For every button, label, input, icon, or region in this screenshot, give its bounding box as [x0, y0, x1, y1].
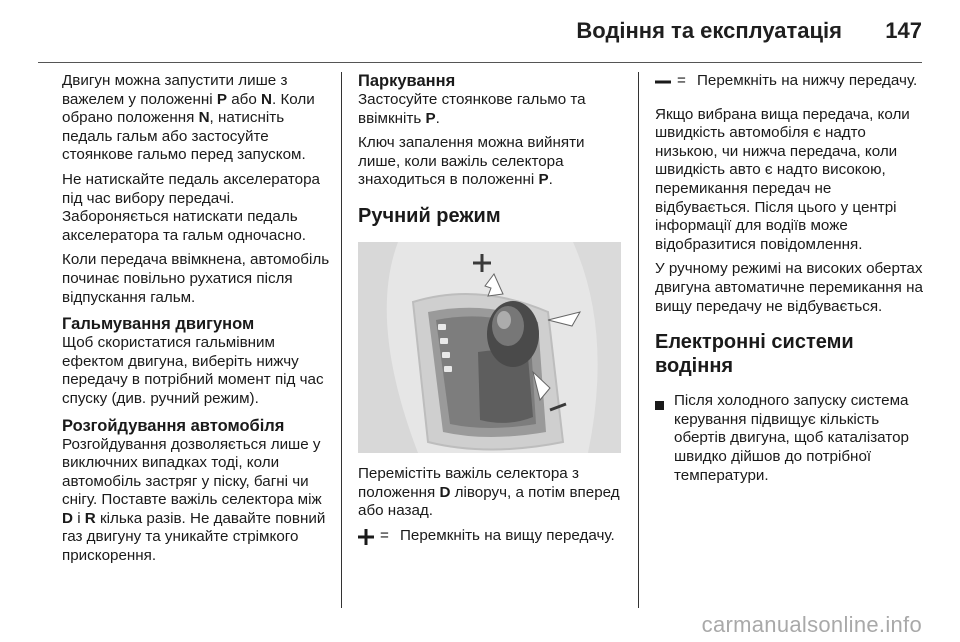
column-divider-2: [638, 72, 639, 608]
paragraph-no-auto-upshift: У ручному режимі на високих обертах двигуна автоматичне перемикання на вищу передачу не відбувається.: [655, 260, 923, 315]
column-divider-1: [341, 72, 342, 608]
column-1: [62, 72, 332, 572]
shift-down-text: Перемкніть на нижчу передачу.: [697, 72, 918, 89]
heading-electronic-systems: Електронні системи водіння: [655, 331, 854, 378]
heading-parking: Паркування: [358, 72, 456, 90]
minus-icon: [655, 72, 677, 96]
paragraph-ignition-key: Ключ запалення можна вийняти лише, коли важіль селектора знаходиться в положенні P.: [358, 134, 585, 189]
heading-manual-mode: Ручний режим: [358, 204, 501, 227]
bullet-cold-start: Після холодного запуску система керування підвищує кількість обертів двигуна, щоб каталізатор швидко дійшов до потрібної температури.: [674, 392, 909, 484]
header-divider: [38, 62, 922, 63]
paragraph-parking: Застосуйте стоянкове гальмо та ввімкніть P.: [358, 91, 586, 127]
column-2: [358, 72, 628, 556]
paragraph-rocking: Розгойдування дозволяється лише у виключних випадках тоді, коли автомобіль застряг у піску, багні чи снігу. Поставте важіль селектора між D і R кілька разів. Не давайте повний газ двигуну та уникайте стрімкого прискорення.: [62, 435, 326, 565]
heading-engine-braking: Гальмування двигуном: [62, 315, 255, 334]
column-3: [655, 72, 930, 485]
list-item: [655, 392, 930, 485]
heading-rocking: Розгойдування автомобіля: [62, 416, 285, 435]
paragraph-move-selector: Перемістіть важіль селектора з положення D ліворуч, а потім вперед або назад.: [358, 464, 620, 520]
equals-sign: =: [677, 72, 686, 89]
plus-icon: [358, 527, 380, 551]
paragraph-engine-braking: Щоб скористатися гальмівним ефектом двигуна, виберіть нижчу передачу в потрібний момент під час спуску (див. ручний режим).: [62, 334, 324, 407]
page-header: [0, 0, 960, 62]
paragraph-shift-rejected: Якщо вибрана вища передача, коли швидкість автомобіля є надто низькою, чи нижча передача, коли швидкість авто є надто високою, перемикання передач не відбувається. Після цього у центрі інформації для водіїв може відобразитися повідомлення.: [655, 105, 910, 253]
paragraph-no-accelerator: Не натискайте педаль акселератора під час вибору передачі. Забороняється натискати педаль акселератора та гальм одночасно.: [62, 170, 320, 244]
running-title: Водіння та експлуатація: [576, 18, 842, 43]
shift-up-row: [358, 527, 628, 551]
paragraph-start-position: Двигун можна запустити лише з важелем у положенні P або N. Коли обрано положення N, натисніть педаль гальм або застосуйте стоянкове гальмо перед запуском.: [62, 72, 315, 164]
shift-down-row: [655, 72, 930, 96]
equals-sign: =: [380, 526, 389, 544]
paragraph-creep: Коли передача ввімкнена, автомобіль починає повільно рухатися після відпускання гальм.: [62, 251, 330, 306]
page-number: 147: [885, 18, 922, 43]
shift-up-text: Перемкніть на вищу передачу.: [400, 526, 615, 544]
square-bullet-icon: [655, 397, 666, 416]
watermark-site: carmanualsonline.info: [701, 612, 922, 637]
gear-selector-illustration: [358, 242, 621, 453]
